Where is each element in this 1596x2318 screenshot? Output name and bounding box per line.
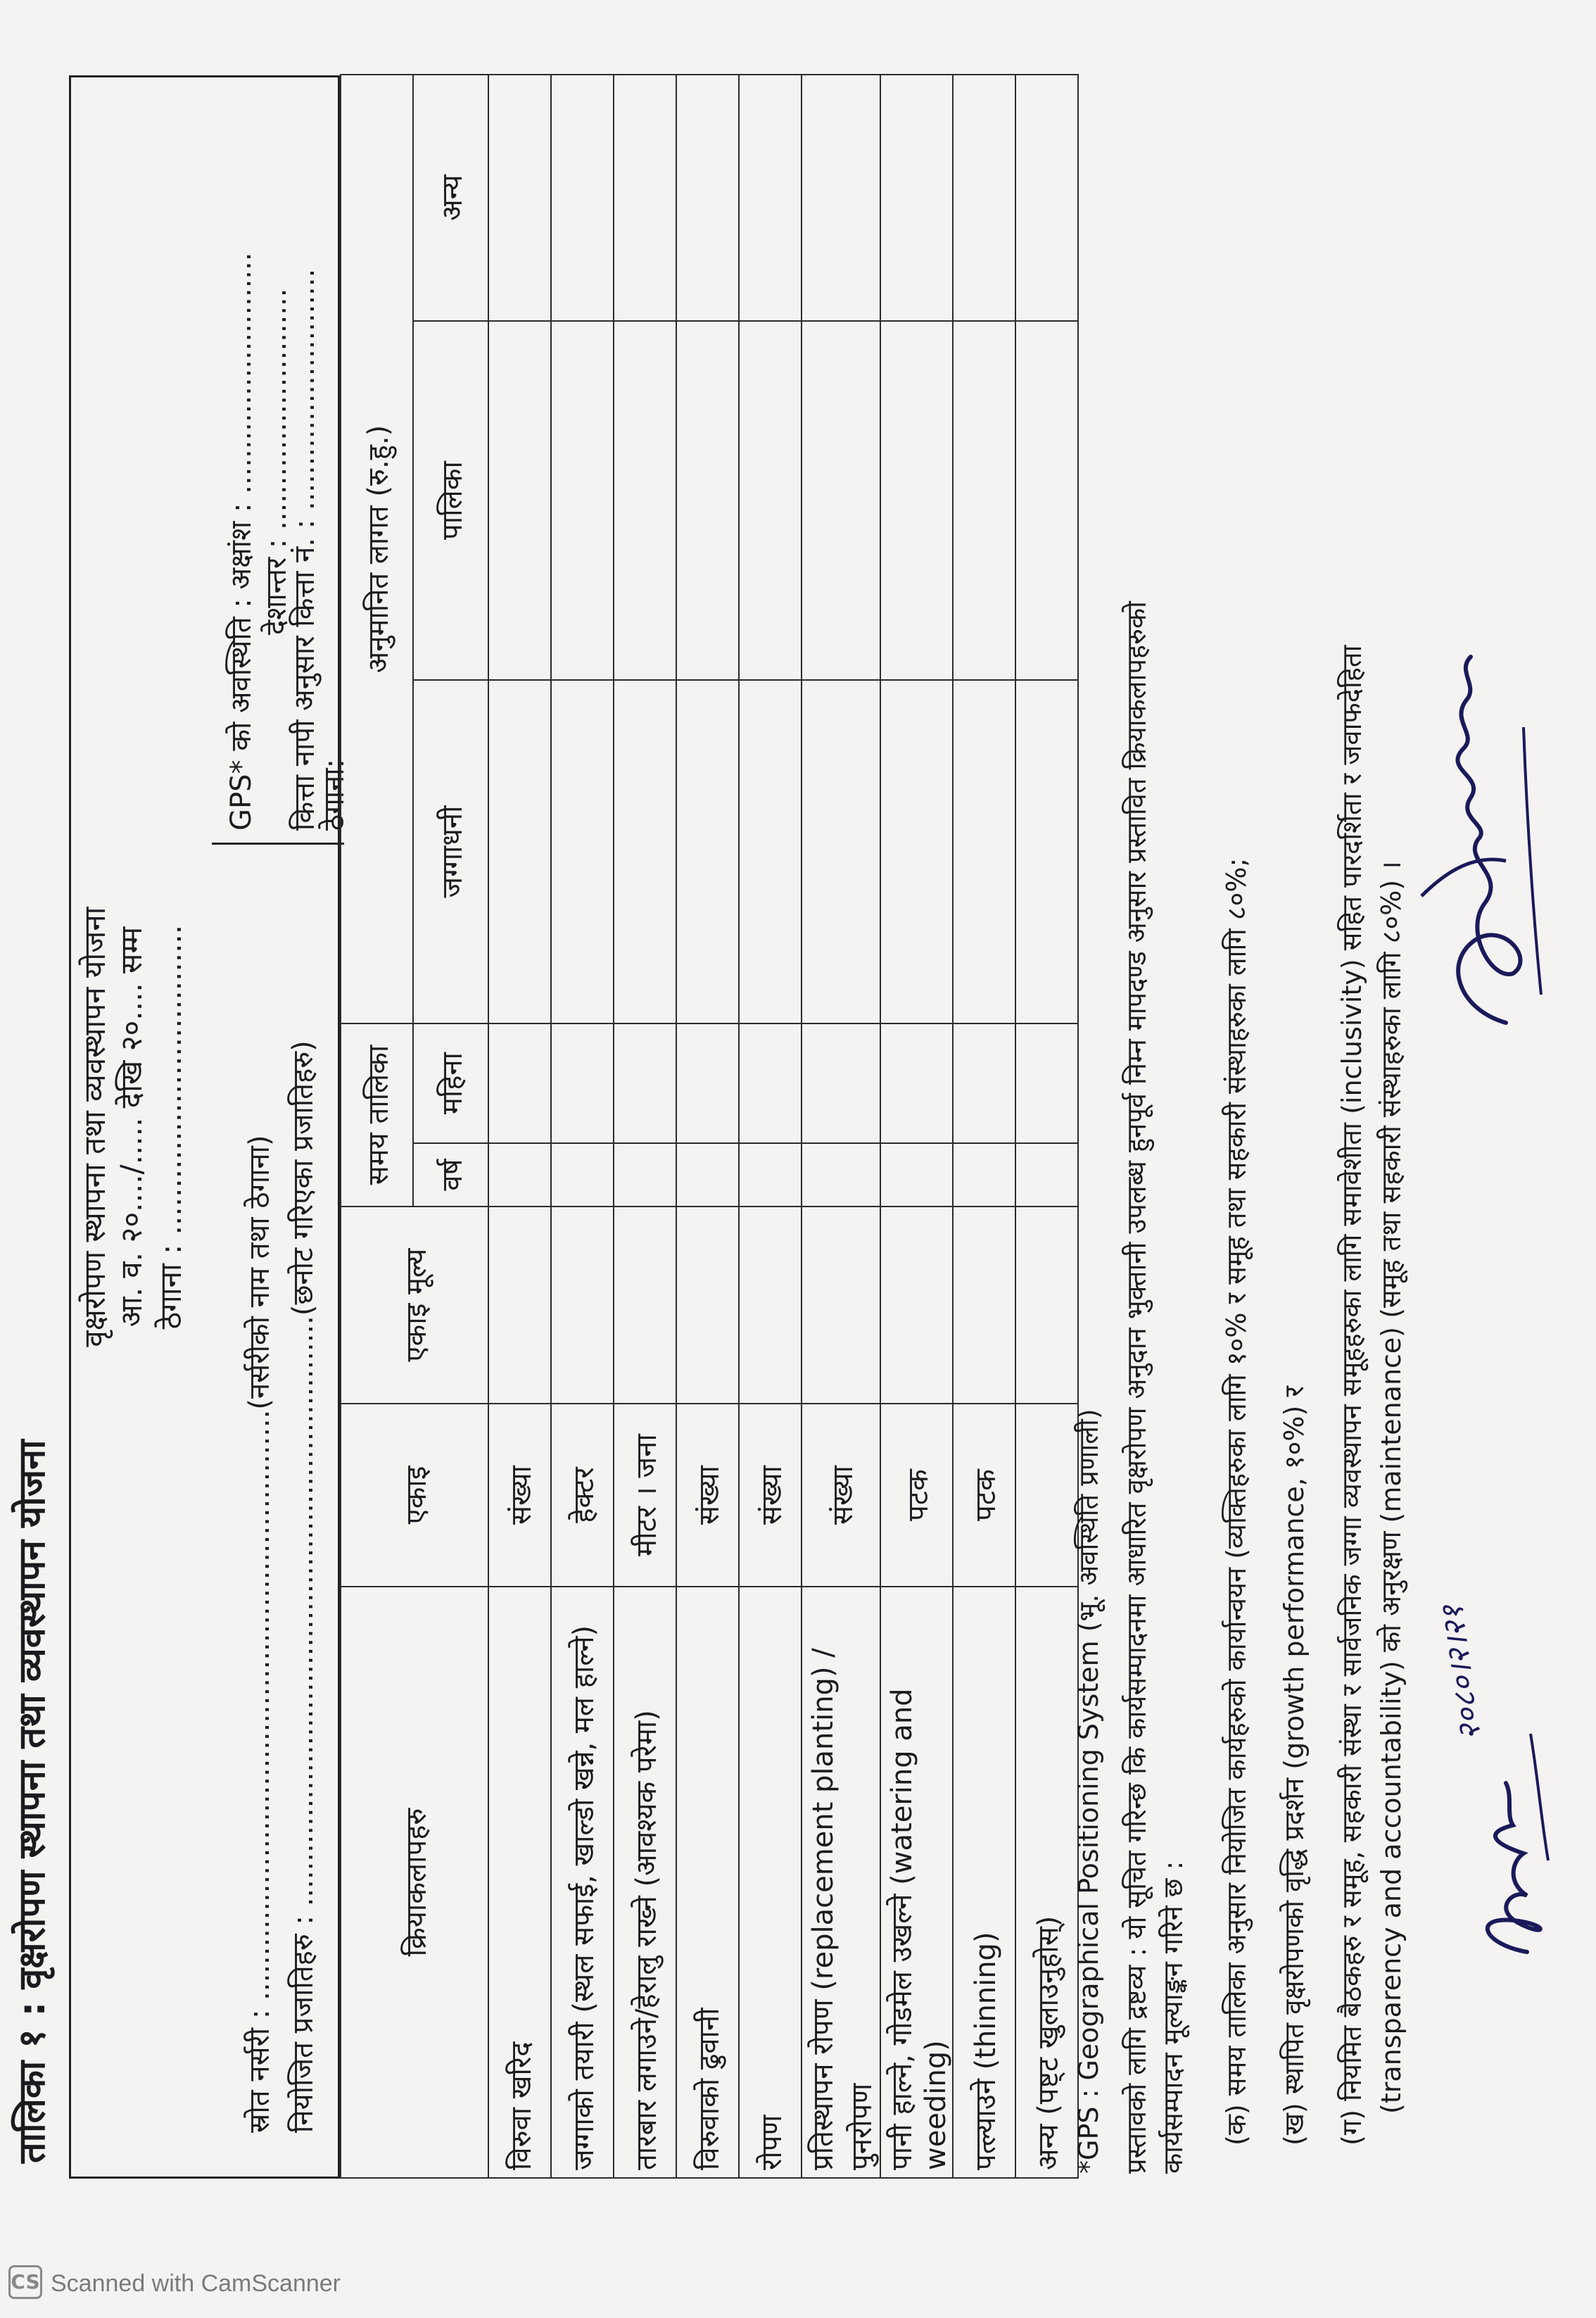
activity-cell: प्रतिस्थापन रोपण (replacement planting) / पुनरोपण [802, 1587, 880, 2178]
table-row [676, 75, 739, 2178]
activity-cell: विरुवाको ढुवानी [676, 1587, 739, 2178]
table-row [614, 75, 676, 2178]
gps-footnote: *GPS : Geographical Positioning System (भू. अवस्थिति प्रणाली) [1073, 1409, 1104, 2174]
note-paragraph-line1: प्रस्तावको लागि द्रष्टव्य : यो सूचित गरिन्छ कि कार्यसम्पादनमा आधारित वृक्षरोपण अनुदान भुक्तानी उपलब्ध हुनपूर्व निम्न मापदण्ड अनुसार प्रस्तावित क्रियाकलापहरुको [1121, 601, 1152, 2174]
col-unit-price: एकाइ मूल्य [341, 1207, 488, 1404]
col-activities: क्रियाकलापहरु [341, 1587, 488, 2178]
plan-title: वृक्षरोपण स्थापना तथा व्यवस्थापन योजना [77, 907, 112, 1347]
fiscal-year: आ. व. २०..../..... देखि २०.... सम्म [114, 926, 148, 1328]
table-row [488, 75, 551, 2178]
table-row [880, 75, 953, 2178]
source-nursery: स्रोत नर्सरी : ..................................................................(नर्सरीको नाम तथा ठेगाना) [243, 1135, 276, 2133]
activity-cell: पत्ल्याउने (thinning) [953, 1587, 1015, 2178]
activity-cell: जग्गाको तयारी (स्थल सफाई, खाल्डो खन्ने, मल हाल्ने) [551, 1587, 614, 2178]
header-divider [212, 843, 344, 845]
activity-cell: पानी हाल्ने, गोडमेल उखल्ने (watering and weeding) [880, 1587, 953, 2178]
unit-cell [1015, 1404, 1078, 1587]
table-header-row [341, 75, 413, 2178]
page-title: तालिका १ : वृक्षरोपण स्थापना तथा व्यवस्थापन योजना [11, 1440, 53, 2163]
longitude: देशान्तर : ........................... [260, 288, 293, 635]
criteria-kha: (ख) स्थापित वृक्षरोपणको वृद्धि प्रदर्शन (growth performance, १०%) र [1279, 1386, 1310, 2146]
col-other: अन्य [413, 75, 488, 321]
unit-cell: संख्या [676, 1404, 739, 1587]
gps-location: GPS* को अवस्थिति : अक्षांश : ........................... [225, 252, 258, 831]
table-row [551, 75, 614, 2178]
camscanner-logo: CS [8, 2265, 42, 2299]
activity-cell: विरुवा खरिद [488, 1587, 551, 2178]
activity-cell: तारबार लगाउने/हेरालु राख्ने (आवश्यक परेमा) [614, 1587, 676, 2178]
criteria-ga-line2: (transparency and accountability) को अनुरक्षण (maintenance) (समूह तथा सहकारी संस्थाहरुका लागि ८०%) । [1376, 861, 1407, 2114]
unit-cell: मीटर । जना [614, 1404, 676, 1587]
col-month: महिना [413, 1023, 488, 1143]
unit-cell: संख्या [739, 1404, 802, 1587]
plot-number: कित्ता नापी अनुसार कित्ता नं. : ........................... [289, 268, 321, 831]
location: ठेगाना : ................................. [153, 924, 188, 1330]
activity-cell: रोपण [739, 1587, 802, 2178]
signature-right [1400, 643, 1569, 1037]
col-landowner: जग्गाधनी [413, 680, 488, 1023]
unit-cell: संख्या [802, 1404, 880, 1587]
signature-left [1407, 1684, 1569, 1966]
table-row [1015, 75, 1078, 2178]
camscanner-label: Scanned with CamScanner [51, 2270, 341, 2297]
criteria-ka: (क) समय तालिका अनुसार नियोजित कार्यहरुको कार्यान्वयन (व्यक्तिहरुका लागि १०% र समूह तथा सहकारी संस्थाहरुका लागि ८०%; [1221, 857, 1252, 2146]
criteria-ga-line1: (ग) नियमित बैठकहरु र समूह, सहकारी संस्था र सार्वजनिक जग्गा व्यवस्थापन समूहहरुका लागि समावेशीता (inclusivity) सहित पारदर्शिता र जवाफदेहिता [1336, 645, 1367, 2146]
signature-date: २०८०।२।२१ [1433, 1602, 1489, 1743]
unit-cell: पटक [880, 1404, 953, 1587]
plan-header-box [69, 75, 350, 2179]
address: ठेगाना: [318, 758, 350, 831]
col-year: वर्ष [413, 1143, 488, 1207]
note-paragraph-line2: कार्यसम्पादन मूल्याङ्कन गरिने छ : [1158, 1860, 1189, 2174]
table-row [953, 75, 1015, 2178]
table-row [802, 75, 880, 2178]
activity-cell: अन्य (पष्ट्ट खुलाउनुहोस्) [1015, 1587, 1078, 2178]
unit-cell: हेक्टर [551, 1404, 614, 1587]
activity-table [340, 74, 1079, 2179]
planned-species: नियोजित प्रजातिहरु : ..................................................................(छनोट गरिएका प्रजातिहरु) [287, 1040, 319, 2133]
col-unit: एकाइ [341, 1404, 488, 1587]
col-schedule: समय तालिका [341, 1023, 413, 1207]
col-municipality: पालिका [413, 321, 488, 680]
col-cost: अनुमानित लागत (रु.हु.) [341, 75, 413, 1023]
unit-cell: पटक [953, 1404, 1015, 1587]
unit-cell: संख्या [488, 1404, 551, 1587]
table-row [739, 75, 802, 2178]
